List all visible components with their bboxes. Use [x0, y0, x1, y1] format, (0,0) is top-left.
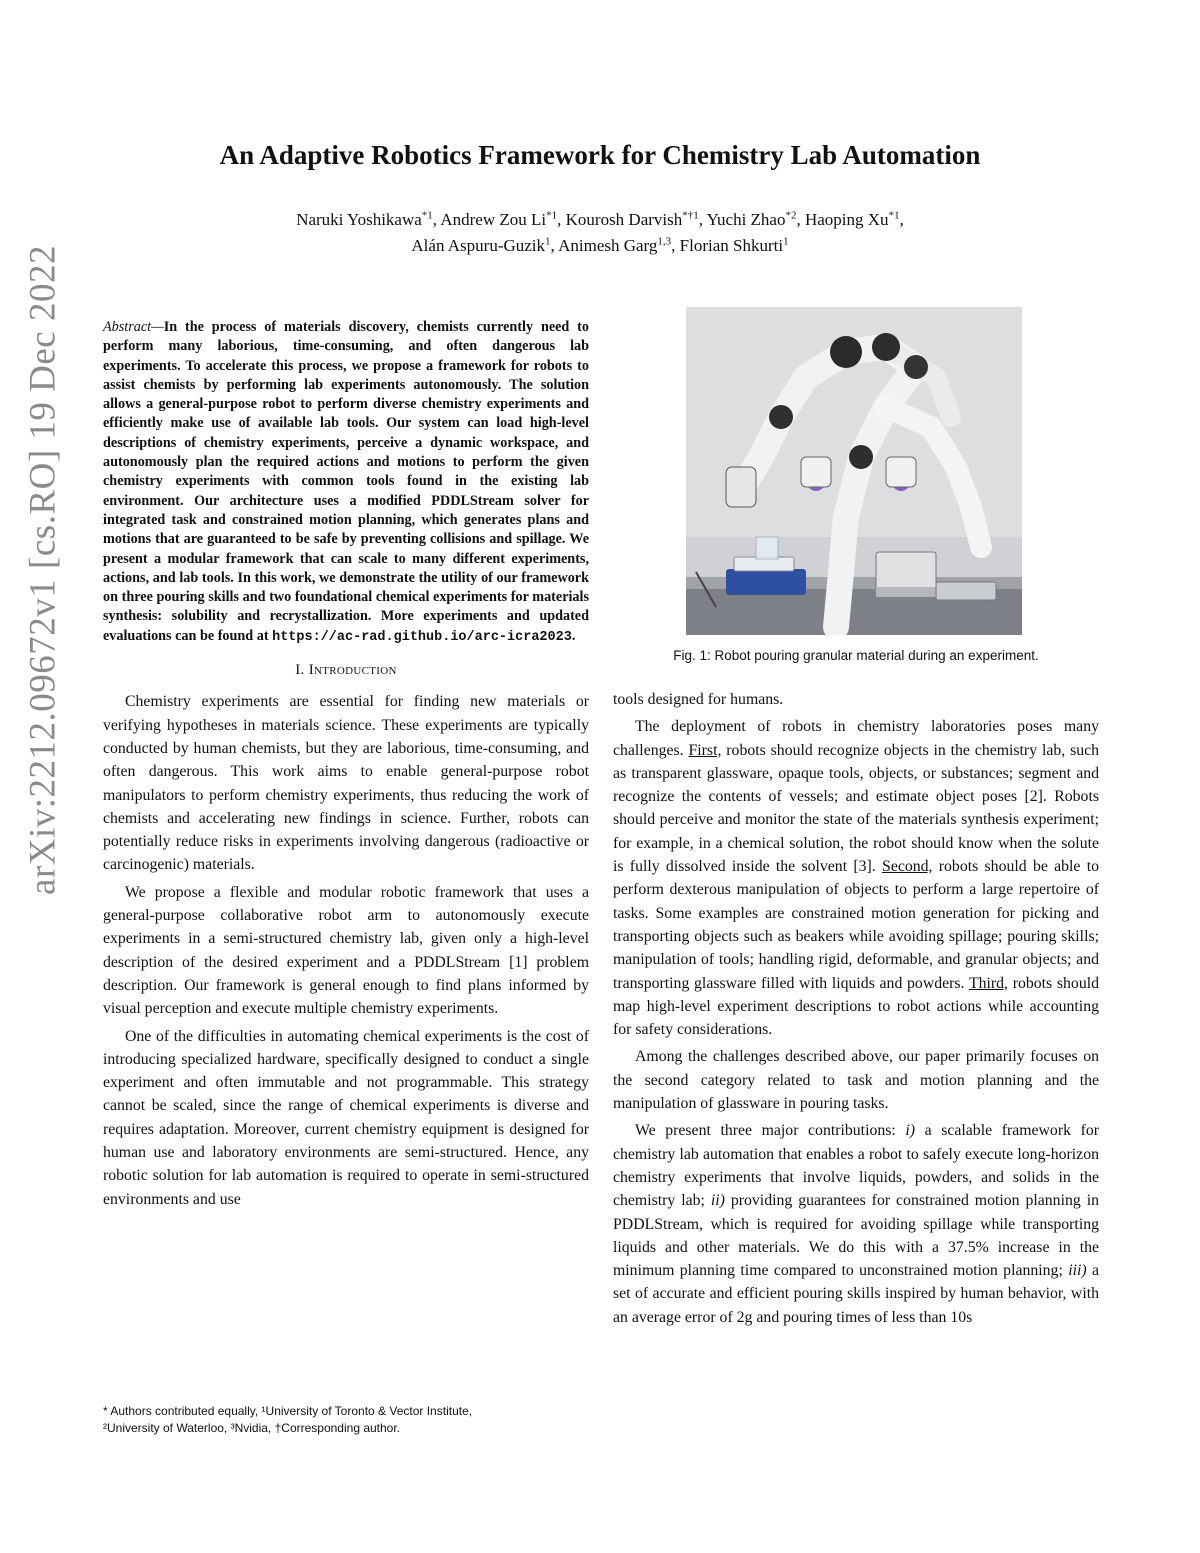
figure-caption: Fig. 1: Robot pouring granular material during an experiment.	[673, 648, 1039, 663]
project-url-link[interactable]: https://ac-rad.github.io/arc-icra2023	[272, 629, 572, 645]
abstract-text: In the process of materials discovery, chemists currently need to perform many laborious, time-consuming, and often dangerous lab experiments. To accelerate this process, we propose a framework for robots to assist chemists by performing lab experiments autonomously. The solution allows a general-purpose robot to perform diverse chemistry experiments and efficiently make use of available lab tools. Our system can load high-level descriptions of chemistry experiments, perceive a dynamic workspace, and autonomously plan the required actions and motions to perform the given chemistry experiments with common tools found in the existing lab environment. Our architecture uses a modified PDDLStream solver for integrated task and constrained motion planning, which generates plans and motions that are guaranteed to be safe by preventing collisions and spillage. We present a modular framework that can scale to many different experiments, actions, and lab tools. In this work, we demonstrate the utility of our framework on three pouring skills and two foundational chemical experiments for materials synthesis: solubility and recrystallization. More experiments and updated evaluations can be found at	[103, 319, 589, 644]
abstract-label: Abstract—	[103, 319, 164, 335]
author-affiliation-marker: *1	[421, 209, 433, 222]
intro-paragraph-3-continued: tools designed for humans.	[613, 691, 784, 708]
author-name: Naruki Yoshikawa$^{*1}$	[296, 209, 433, 229]
abstract: Abstract—In the process of materials discovery, chemists currently need to perform many laborious, time-consuming, and often dangerous lab experiments. To accelerate this process, we propose a framework for robots to assist chemists by performing lab experiments autonomously. The solution allows a general-purpose robot to perform diverse chemistry experiments and efficiently make use of available lab tools. Our system can load high-level descriptions of chemistry experiments, perceive a dynamic workspace, and autonomously plan the required actions and motions to perform the given chemistry experiments with common tools found in the existing lab environment. Our architecture uses a modified PDDLStream solver for integrated task and constrained motion planning, which generates plans and motions that are guaranteed to be safe by preventing collisions and spillage. We present a modular framework that can scale to many different experiments, actions, and lab tools. In this work, we demonstrate the utility of our framework on three pouring skills and two foundational chemical experiments for materials synthesis: solubility and recrystallization. More experiments and updated evaluations can be found at https://ac-rad.github.io/arc-icra2023.	[103, 319, 589, 645]
author-affiliation-marker: *1	[888, 209, 900, 222]
section-heading-introduction: I. Introduction	[295, 662, 397, 679]
author-name: Yuchi Zhao$^{*2}$	[706, 209, 797, 229]
intro-paragraph-4: The deployment of robots in chemistry laboratories poses many challenges. First, robots should recognize objects in the chemistry lab, such as transparent glassware, opaque tools, objects, or substances; segment and recognize the contents of vessels; and estimate object poses [2]. Robots should perceive and monitor the state of the materials synthesis experiment; for example, in a chemical solution, the robot should know when the solute is fully dissolved inside the solvent [3]. Second, robots should be able to perform dexterous manipulation of objects to perform a large repertoire of tasks. Some examples are constrained motion generation for picking and transporting objects such as beakers while avoiding spillage; pouring skills; manipulation of tools; handling rigid, deformable, and granular objects; and transporting glassware filled with liquids and powders. Third, robots should map high-level experiment descriptions to robot actions while accounting for safety considerations.	[613, 718, 1100, 1039]
author-list	[100, 207, 1100, 259]
author-affiliation-marker: *†1	[682, 209, 699, 222]
author-line-2: Alán Aspuru-Guzik$^1$, Animesh Garg$^{1,3}$, Florian Shkurti$^1$	[411, 235, 789, 255]
robot-photo-figure	[686, 307, 1022, 635]
footnote-line-1: * Authors contributed equally, ¹University of Toronto & Vector Institute,	[103, 1404, 473, 1418]
author-name: Florian Shkurti$^1$	[679, 235, 789, 255]
author-affiliation-marker: *1	[546, 209, 558, 222]
intro-paragraph-3: One of the difficulties in automating chemical experiments is the cost of introducing specialized hardware, specifically designed to conduct a single experiment and often immutable and not programmable. This strategy cannot be scaled, since the range of chemical experiments is diverse and requires adaptation. Moreover, current chemistry equipment is designed for human use and laboratory environments are semi-structured. Hence, any robotic solution for lab automation is required to operate in semi-structured environments and use	[103, 1027, 589, 1208]
footnote	[103, 1403, 593, 1437]
author-affiliation-marker: 1,3	[657, 235, 672, 248]
author-line-1: Naruki Yoshikawa$^{*1}$, Andrew Zou Li$^{*1}$, Kourosh Darvish$^{*\dagger 1}$, Yuchi Zhao$^{*2}$, Haoping Xu$^{*1}$,	[296, 209, 904, 229]
author-name: Andrew Zou Li$^{*1}$	[440, 209, 558, 229]
author-affiliation-marker: *2	[785, 209, 797, 222]
arxiv-identifier-text: arXiv:2212.09672v1 [cs.RO] 19 Dec 2022	[22, 245, 64, 895]
paper-title: An Adaptive Robotics Framework for Chemistry Lab Automation	[219, 140, 981, 170]
author-affiliation-marker: 1	[783, 235, 789, 248]
intro-paragraph-1: Chemistry experiments are essential for finding new materials or verifying hypotheses in materials science. These experiments are typically conducted by human chemists, but they are laborious, time-consuming, and often dangerous. This work aims to enable general-purpose robot manipulators to perform chemistry experiments, thus reducing the work of chemists and accelerating new findings in science. Further, robots can potentially reduce risks in experiments involving dangerous (radioactive or carcinogenic) materials.	[103, 693, 589, 874]
author-affiliation-marker: 1	[545, 235, 551, 248]
intro-paragraph-5: Among the challenges described above, our paper primarily focuses on the second category related to task and motion planning and the manipulation of glassware in pouring tasks.	[613, 1048, 1099, 1113]
author-name: Animesh Garg$^{1,3}$	[558, 235, 672, 255]
arxiv-identifier-sidebar	[18, 245, 68, 895]
footnote-line-2: ²University of Waterloo, ³Nvidia, †Corresponding author.	[103, 1421, 401, 1435]
intro-paragraph-2: We propose a flexible and modular robotic framework that uses a general-purpose collaborative robot arm to autonomously execute experiments in a semi-structured chemistry lab, given only a high-level description of the desired experiment and a PDDLStream [1] problem description. Our framework is general enough to find plans informed by visual perception and execute multiple chemistry experiments.	[103, 883, 589, 1018]
robot-photo	[686, 307, 1022, 635]
intro-paragraph-6: We present three major contributions: i) a scalable framework for chemistry lab automation that enables a robot to safely execute long-horizon chemistry experiments that involve liquids, powders, and solids in the chemistry lab; ii) providing guarantees for constrained motion planning in PDDLStream, which is required for avoiding spillage while transporting liquids and other materials. We do this with a 37.5% increase in the minimum planning time compared to unconstrained motion planning; iii) a set of accurate and efficient pouring skills inspired by human behavior, with an average error of 2g and pouring times of less than 10s	[613, 1122, 1100, 1326]
right-column	[613, 688, 1099, 1333]
left-column	[103, 318, 589, 1215]
author-name: Alán Aspuru-Guzik$^1$	[411, 235, 551, 255]
author-name: Haoping Xu$^{*1}$	[804, 209, 900, 229]
author-name: Kourosh Darvish$^{*\dagger 1}$	[565, 209, 699, 229]
